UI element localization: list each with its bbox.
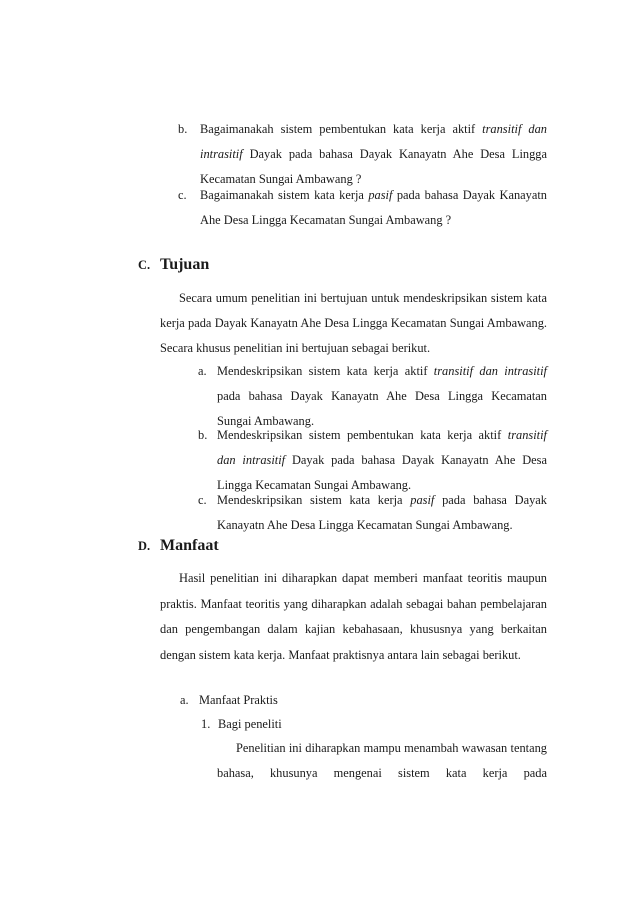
section-d-title: Manfaat: [160, 537, 219, 554]
benefit-a-label: a.: [180, 693, 189, 707]
question-c-label: c.: [178, 188, 187, 202]
benefit-a-text: Manfaat Praktis: [199, 693, 278, 707]
section-c-title: Tujuan: [160, 256, 210, 273]
goal-c-text: [217, 488, 547, 538]
goal-b-text-1: Mendeskripsikan sistem pembentukan kata kerja aktif: [217, 428, 502, 442]
goal-c-italic: pasif: [410, 493, 435, 507]
benefit-1-text: Bagi peneliti: [218, 717, 282, 731]
section-c-heading: [138, 254, 209, 276]
question-b-label: b.: [178, 122, 188, 136]
question-b-italic: transitif dan intrasitif: [200, 122, 547, 161]
section-d-paragraph: Hasil penelitian ini diharapkan dapat memberi manfaat teoritis maupun praktis. Manfaat teoritis yang diharapkan adalah sebagai bahan pembelajaran dan pengembangan dalam kajian kebahasaan, khususnya yang berkaitan dengan sistem kata kerja. Manfaat praktisnya antara lain sebagai berikut.: [160, 571, 547, 662]
goal-b-text-2: Dayak pada bahasa Dayak Kanayatn Ahe Desa Lingga Kecamatan Sungai Ambawang.: [217, 453, 547, 492]
goal-b-italic: transitif dan intrasitif: [217, 428, 547, 467]
goal-a-text-1: Mendeskripsikan sistem kata kerja aktif: [217, 364, 428, 378]
goal-a-italic: transitif dan intrasitif: [433, 364, 547, 378]
goal-c-label: c.: [198, 493, 207, 507]
question-c-italic: pasif: [368, 188, 393, 202]
goal-a-label: a.: [198, 364, 207, 378]
goal-b-text: [217, 423, 547, 498]
question-c-text: [200, 183, 547, 233]
question-c-text-1: Bagaimanakah sistem kata kerja: [200, 188, 364, 202]
question-c-text-2: pada bahasa Dayak Kanayatn Ahe Desa Lingga Kecamatan Sungai Ambawang ?: [200, 188, 547, 227]
question-b-text-1: Bagaimanakah sistem pembentukan kata kerja aktif: [200, 122, 476, 136]
section-d-heading: [138, 535, 219, 557]
benefit-1-paragraph: Penelitian ini diharapkan mampu menambah wawasan tentang bahasa, khusunya mengenai sistem kata kerja pada: [217, 741, 547, 780]
goal-a-text-2: pada bahasa Dayak Kanayatn Ahe Desa Lingga Kecamatan Sungai Ambawang.: [217, 389, 547, 428]
section-d-label: D.: [138, 539, 151, 553]
goal-c-text-1: Mendeskripsikan sistem kata kerja: [217, 493, 403, 507]
goal-c-text-2: pada bahasa Dayak Kanayatn Ahe Desa Lingga Kecamatan Sungai Ambawang.: [217, 493, 547, 532]
benefit-1-label: 1.: [201, 717, 211, 731]
goal-b-label: b.: [198, 428, 208, 442]
section-c-label: C.: [138, 258, 151, 272]
section-c-paragraph: Secara umum penelitian ini bertujuan untuk mendeskripsikan sistem kata kerja pada Dayak Kanayatn Ahe Desa Lingga Kecamatan Sungai Ambawang. Secara khusus penelitian ini bertujuan sebagai berikut.: [160, 291, 547, 355]
question-b-text-2: Dayak pada bahasa Dayak Kanayatn Ahe Desa Lingga Kecamatan Sungai Ambawang ?: [200, 147, 547, 186]
question-b-text: [200, 117, 547, 192]
